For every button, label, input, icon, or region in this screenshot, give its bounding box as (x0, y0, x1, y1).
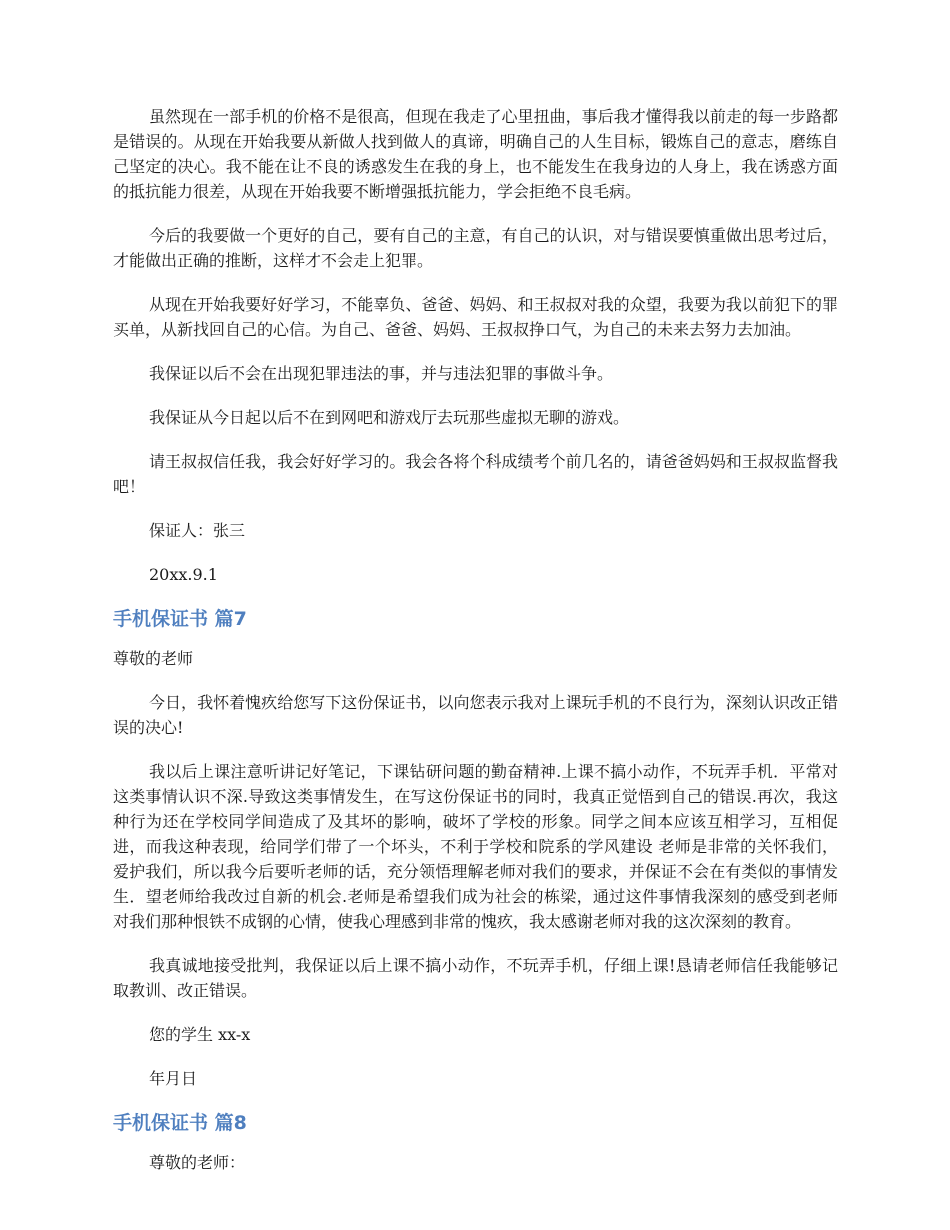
section-heading-7: 手机保证书 篇7 (113, 608, 247, 630)
body-paragraph: 请王叔叔信任我，我会好好学习的。我会各将个科成绩考个前几名的，请爸爸妈妈和王叔叔监督我吧！ (113, 452, 838, 496)
body-paragraph: 我保证从今日起以后不在到网吧和游戏厅去玩那些虚拟无聊的游戏。 (149, 408, 630, 427)
body-paragraph: 从现在开始我要好好学习，不能辜负、爸爸、妈妈、和王叔叔对我的众望，我要为我以前犯下的罪买单，从新找回自己的心信。为自己、爸爸、妈妈、王叔叔挣口气，为自己的未来去努力去加油。 (113, 295, 838, 339)
body-paragraph: 我以后上课注意听讲记好笔记，下课钻研问题的勤奋精神.上课不搞小动作，不玩弄手机．平常对这类事情认识不深.导致这类事情发生，在写这份保证书的同时，我真正觉悟到自己的错误.再次，我这种行为还在学校同学间造成了及其坏的影响，破坏了学校的形象。同学之间本应该互相学习，互相促进，而我这种表现，给同学们带了一个坏头，不利于学校和院系的学风建设 老师是非常的关怀我们，爱护我们，所以我今后要听老师的话，充分领悟理解老师对我们的要求，并保证不会在有类似的事情发生．望老师给我改过自新的机会.老师是希望我们成为社会的栋梁，通过这件事情我深刻的感受到老师对我们那种恨铁不成钢的心情，使我心理感到非常的愧疚，我太感谢老师对我的这次深刻的教育。 (113, 762, 838, 931)
body-paragraph: 我真诚地接受批判，我保证以后上课不搞小动作，不玩弄手机，仔细上课!恳请老师信任我能够记取教训、改正错误。 (113, 956, 838, 1000)
section-heading-8: 手机保证书 篇8 (113, 1112, 247, 1134)
salutation: 尊敬的老师： (149, 1153, 246, 1172)
document-date: 年月日 (149, 1069, 198, 1088)
guarantor-signature: 保证人：张三 (149, 521, 246, 540)
salutation: 尊敬的老师 (113, 649, 194, 668)
body-paragraph: 今后的我要做一个更好的自己，要有自己的主意，有自己的认识，对与错误要慎重做出思考过后，才能做出正确的推断，这样才不会走上犯罪。 (113, 226, 838, 270)
document-date: 20xx.9.1 (149, 565, 218, 584)
student-signature: 您的学生 xx-x (149, 1025, 251, 1044)
body-paragraph: 今日，我怀着愧疚给您写下这份保证书，以向您表示我对上课玩手机的不良行为，深刻认识改正错误的决心! (113, 693, 838, 737)
body-paragraph: 我保证以后不会在出现犯罪违法的事，并与违法犯罪的事做斗争。 (149, 364, 614, 383)
body-paragraph: 虽然现在一部手机的价格不是很高，但现在我走了心里扭曲，事后我才懂得我以前走的每一步路都是错误的。从现在开始我要从新做人找到做人的真谛，明确自己的人生目标，锻炼自己的意志，磨练自己坚定的决心。我不能在让不良的诱惑发生在我的身上，也不能发生在我身边的人身上，我在诱惑方面的抵抗能力很差，从现在开始我要不断增强抵抗能力，学会拒绝不良毛病。 (113, 107, 838, 201)
